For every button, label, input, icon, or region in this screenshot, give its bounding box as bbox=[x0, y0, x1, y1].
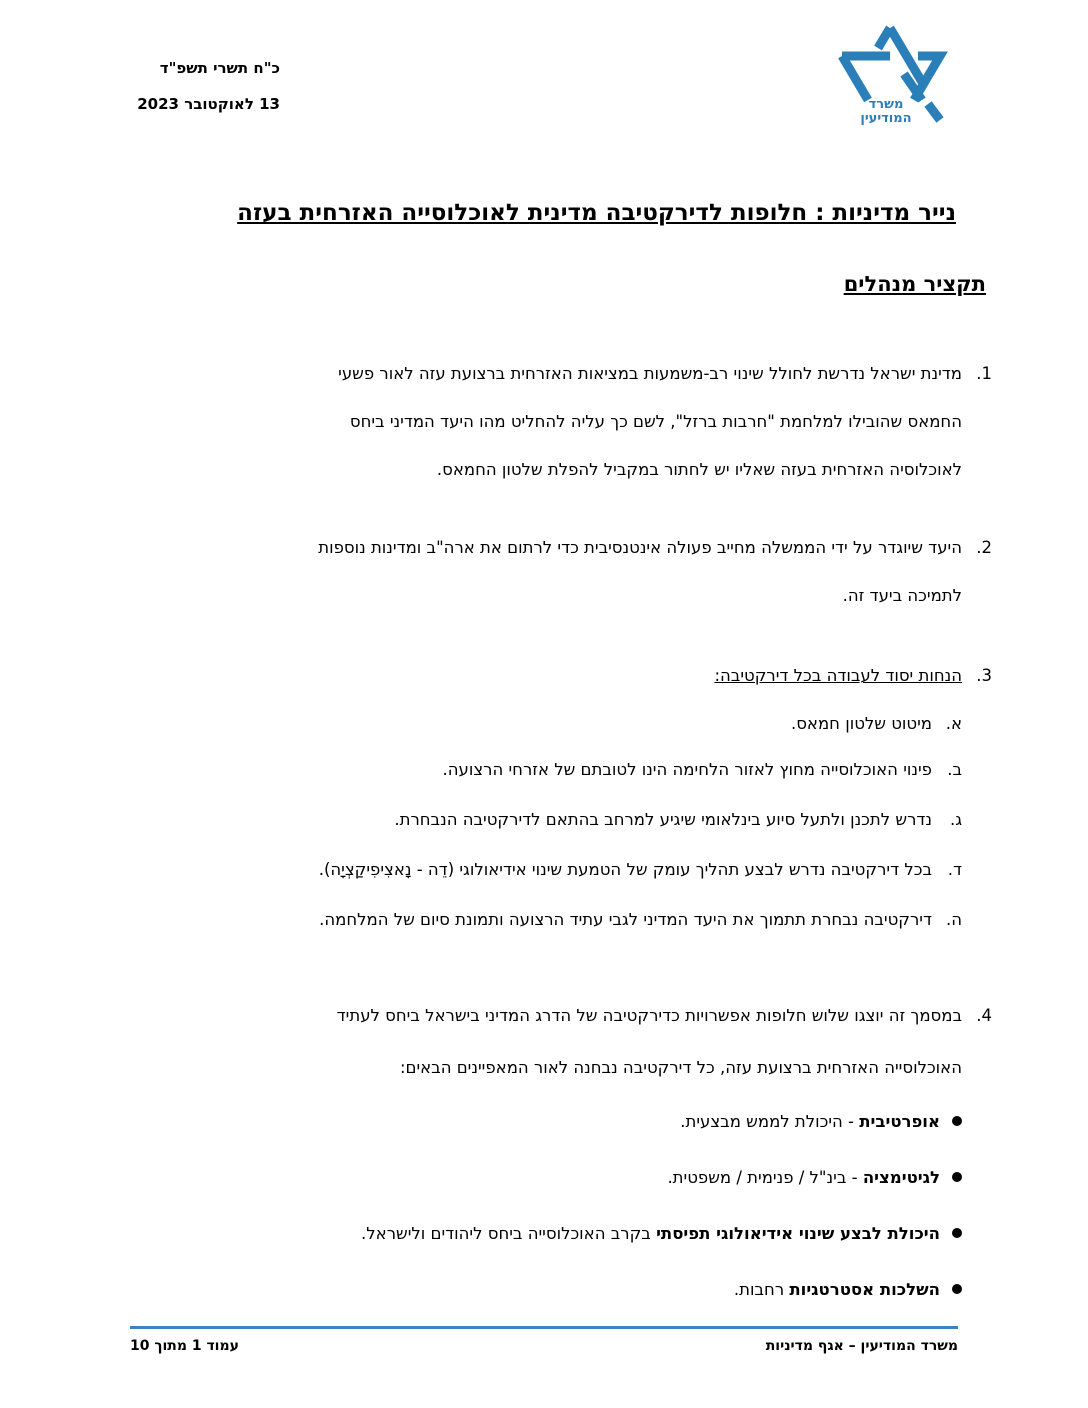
sub-item-text: בכל דירקטיבה נדרש לבצע תהליך עומק של הטמעת שינוי אידיאולוגי (דֵה - נָאצִיפִיקַצְיָה). bbox=[318, 860, 932, 879]
sub-item-letter: ב. bbox=[947, 760, 962, 779]
sub-item bbox=[122, 758, 962, 782]
bullet-dot-icon bbox=[952, 1228, 962, 1238]
sub-item bbox=[122, 712, 962, 736]
hebrew-date: כ"ח תשרי תשפ"ד bbox=[159, 59, 280, 77]
bullet-text: - בינ"ל / פנימית / משפטית. bbox=[667, 1168, 863, 1187]
sub-item-text: מיטוט שלטון חמאס. bbox=[790, 714, 932, 733]
gregorian-date: 13 לאוקטובר 2023 bbox=[137, 95, 280, 113]
footer-organization: משרד המודיעין – אגף מדיניות bbox=[765, 1338, 958, 1354]
sub-item bbox=[122, 808, 962, 832]
logo-text bbox=[846, 98, 926, 126]
item-number: 3. bbox=[976, 666, 992, 685]
bullet-bold-text: היכולת לבצע שינוי אידיאולוגי תפיסתי bbox=[656, 1224, 940, 1243]
logo-text-line1: משרד bbox=[868, 97, 904, 112]
bullet-item bbox=[680, 1110, 962, 1134]
bullet-bold-text: אופרטיבית bbox=[859, 1112, 940, 1131]
paragraph-line: היעד שיוגדר על ידי הממשלה מחייב פעולה אינטנסיבית כדי לרתום את ארה"ב ומדינות נוספות bbox=[318, 538, 962, 557]
date-block bbox=[120, 58, 280, 130]
footer-divider bbox=[130, 1326, 958, 1329]
bullet-text: רחבות. bbox=[733, 1280, 790, 1299]
paragraph-line: מדינת ישראל נדרשת לחולל שינוי רב-משמעות במציאות האזרחית ברצועת עזה לאור פשעי bbox=[338, 364, 962, 383]
list-item-1 bbox=[128, 362, 992, 506]
sub-item-letter: ד. bbox=[947, 860, 962, 879]
paragraph-line: במסמך זה יוצגו שלוש חלופות אפשרויות כדירקטיבה של הדרג המדיני בישראל ביחס לעתיד bbox=[336, 1006, 962, 1025]
paragraph-line: האוכלוסייה האזרחית ברצועת עזה, כל דירקטיבה נבחנה לאור המאפיינים הבאים: bbox=[399, 1058, 962, 1077]
list-item-3 bbox=[128, 664, 992, 688]
bullet-item bbox=[734, 1278, 962, 1302]
logo-text-line2: המודיעין bbox=[860, 111, 912, 126]
document-title: נייר מדיניות : חלופות לדירקטיבה מדינית לאוכלוסייה האזרחית בעזה bbox=[237, 200, 956, 226]
list-item-2 bbox=[128, 536, 992, 632]
list-item-4 bbox=[128, 1004, 992, 1108]
bullet-dot-icon bbox=[952, 1172, 962, 1182]
sub-item-letter: א. bbox=[945, 714, 962, 733]
paragraph-line: לאוכלוסיה האזרחית בעזה שאליו יש לחתור במקביל להפלת שלטון החמאס. bbox=[436, 460, 962, 479]
item-number: 2. bbox=[976, 538, 992, 557]
sub-heading: הנחות יסוד לעבודה בכל דירקטיבה: bbox=[714, 666, 962, 685]
sub-item-letter: ג. bbox=[949, 810, 962, 829]
sub-item bbox=[122, 908, 962, 932]
bullet-item bbox=[361, 1222, 962, 1246]
sub-item-text: נדרש לתכנן ולתעל סיוע בינלאומי שיגיע למרחב בהתאם לדירקטיבה הנבחרת. bbox=[394, 810, 932, 829]
sub-item-letter: ה. bbox=[945, 910, 962, 929]
sub-item bbox=[122, 858, 962, 882]
paragraph-line: החמאס שהובילו למלחמת "חרבות ברזל", לשם כך עליה להחליט מהו היעד המדיני ביחס bbox=[349, 412, 962, 431]
bullet-bold-text: השלכות אסטרטגיות bbox=[789, 1280, 940, 1299]
item-number: 4. bbox=[976, 1006, 992, 1025]
paragraph-line: לתמיכה ביעד זה. bbox=[842, 586, 962, 605]
bullet-bold-text: לגיטימציה bbox=[862, 1168, 940, 1187]
item-number: 1. bbox=[976, 364, 992, 383]
bullet-text: - היכולת לממש מבצעית. bbox=[680, 1112, 860, 1131]
section-subtitle: תקציר מנהלים bbox=[843, 272, 986, 296]
bullet-item bbox=[667, 1166, 962, 1190]
sub-item-text: דירקטיבה נבחרת תתמוך את היעד המדיני לגבי עתיד הרצועה ותמונת סיום של המלחמה. bbox=[319, 910, 932, 929]
sub-item-text: פינוי האוכלוסייה מחוץ לאזור הלחימה הינו לטובתם של אזרחי הרצועה. bbox=[442, 760, 932, 779]
bullet-dot-icon bbox=[952, 1116, 962, 1126]
footer-page-number: עמוד 1 מתוך 10 bbox=[130, 1338, 239, 1354]
bullet-dot-icon bbox=[952, 1284, 962, 1294]
bullet-text: בקרב האוכלוסייה ביחס ליהודים ולישראל. bbox=[361, 1224, 657, 1243]
